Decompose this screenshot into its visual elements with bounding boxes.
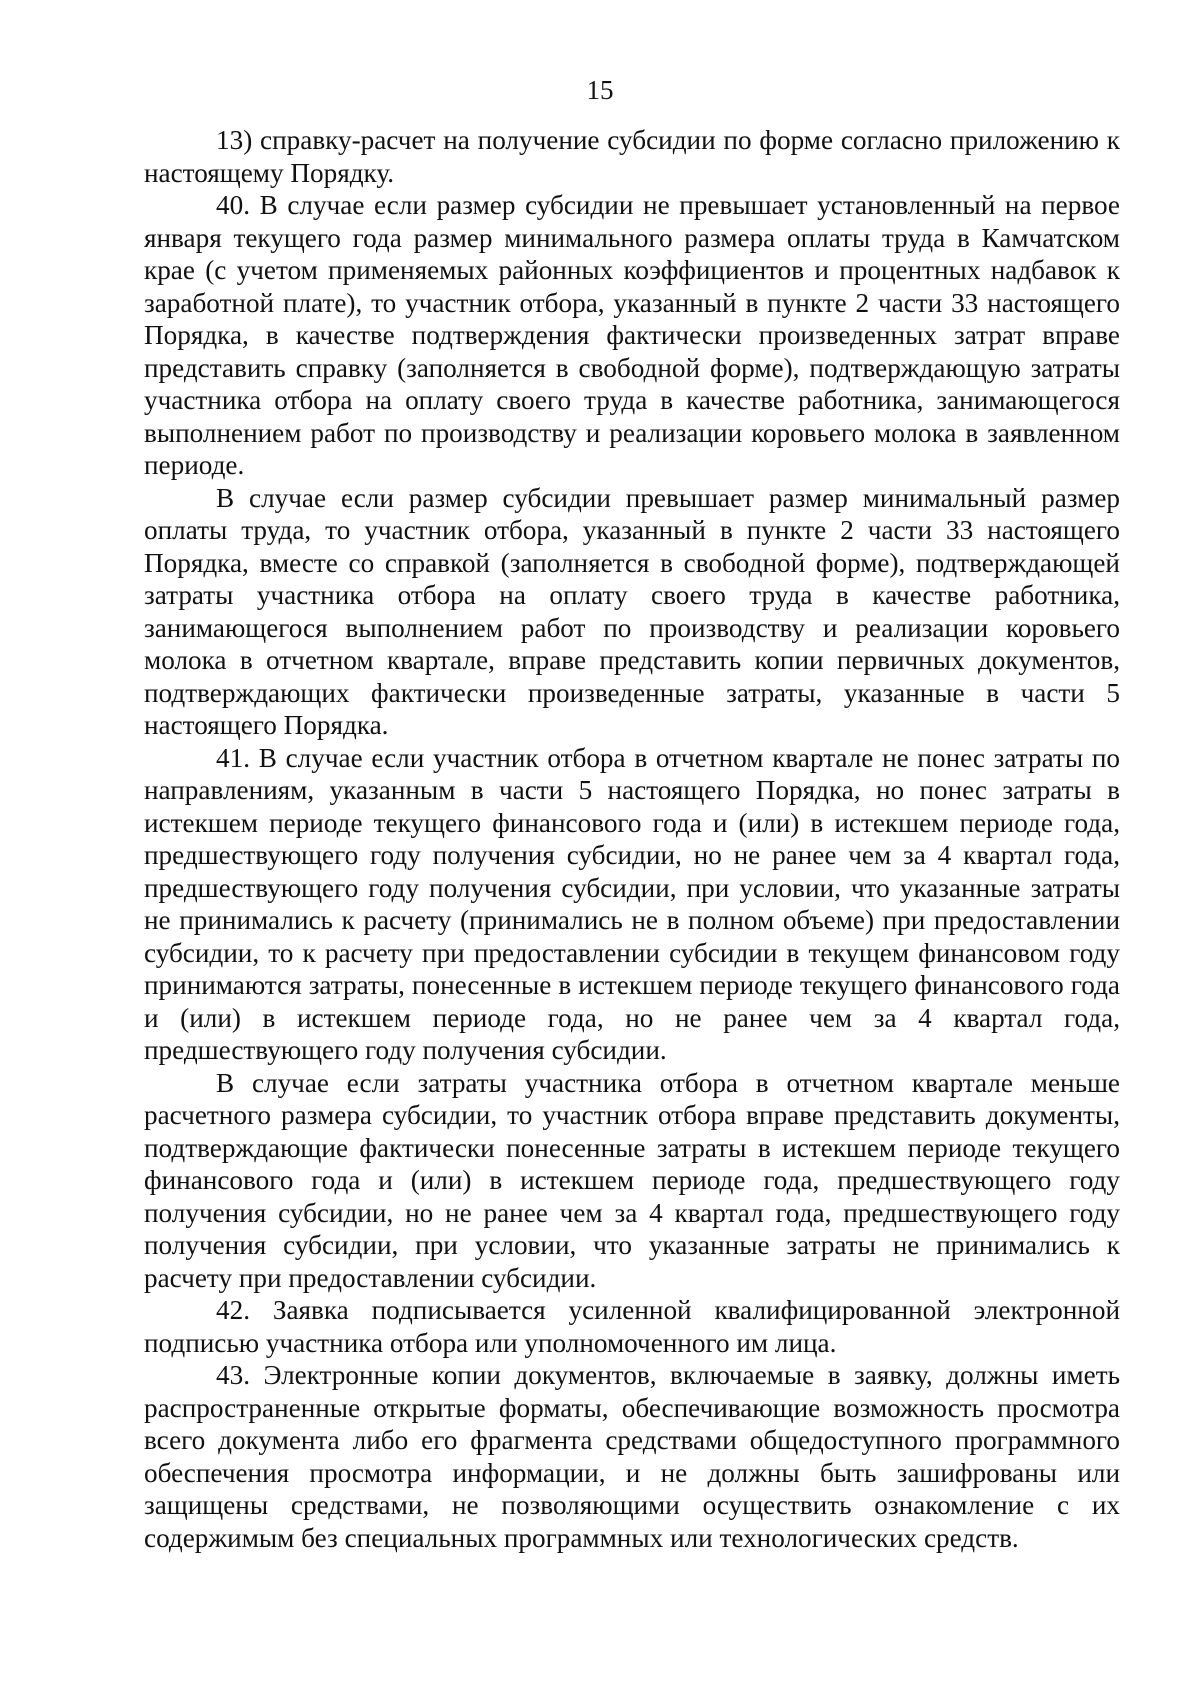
document-body bbox=[144, 124, 1120, 1554]
paragraph-40: 40. В случае если размер субсидии не превышает установленный на первое января текущего года размер минимального размера оплаты труда в Камчатском крае (с учетом применяемых районных коэффициентов и процентных надбавок к заработной плате), то участник отбора, указанный в пункте 2 части 33 настоящего Порядка, в качестве подтверждения фактически произведенных затрат вправе представить справку (заполняется в свободной форме), подтверждающую затраты участника отбора на оплату своего труда в качестве работника, занимающегося выполнением работ по производству и реализации коровьего молока в заявленном периоде. bbox=[144, 190, 1120, 480]
paragraph-42: 42. Заявка подписывается усиленной квалифицированной электронной подписью участника отбора или уполномоченного им лица. bbox=[144, 1295, 1120, 1358]
paragraph-41: 41. В случае если участник отбора в отчетном квартале не понес затраты по направлениям, указанным в части 5 настоящего Порядка, но понес затраты в истекшем периоде текущего финансового года и (или) в истекшем периоде года, предшествующего году получения субсидии, но не ранее чем за 4 квартал года, предшествующего году получения субсидии, при условии, что указанные затраты не принимались к расчету (принимались не в полном объеме) при предоставлении субсидии, то к расчету при предоставлении субсидии в текущем финансовом году принимаются затраты, понесенные в истекшем периоде текущего финансового года и (или) в истекшем периоде года, но не ранее чем за 4 квартал года, предшествующего году получения субсидии. bbox=[144, 742, 1120, 1065]
paragraph-43: 43. Электронные копии документов, включаемые в заявку, должны иметь распространенные открытые форматы, обеспечивающие возможность просмотра всего документа либо его фрагмента средствами общедоступного программного обеспечения просмотра информации, и не должны быть зашифрованы или защищены средствами, не позволяющими осуществить ознакомление с их содержимым без специальных программных или технологических средств. bbox=[144, 1360, 1120, 1553]
paragraph-40-continuation: В случае если размер субсидии превышает размер минимальный размер оплаты труда, то участник отбора, указанный в пункте 2 части 33 настоящего Порядка, вместе со справкой (заполняется в свободной форме), подтверждающей затраты участника отбора на оплату своего труда в качестве работника, занимающегося выполнением работ по производству и реализации коровьего молока в отчетном квартале, вправе представить копии первичных документов, подтверждающих фактически произведенные затраты, указанные в части 5 настоящего Порядка. bbox=[144, 482, 1120, 740]
page-number: 15 bbox=[586, 75, 614, 105]
paragraph-41-continuation: В случае если затраты участника отбора в отчетном квартале меньше расчетного размера субсидии, то участник отбора вправе представить документы, подтверждающие фактически понесенные затраты в истекшем периоде текущего финансового года и (или) в истекшем периоде года, предшествующего году получения субсидии, но не ранее чем за 4 квартал года, предшествующего году получения субсидии, при условии, что указанные затраты не принимались к расчету при предоставлении субсидии. bbox=[144, 1067, 1120, 1293]
paragraph-item-13: 13) справку-расчет на получение субсидии по форме согласно приложению к настоящему Порядку. bbox=[144, 125, 1120, 188]
